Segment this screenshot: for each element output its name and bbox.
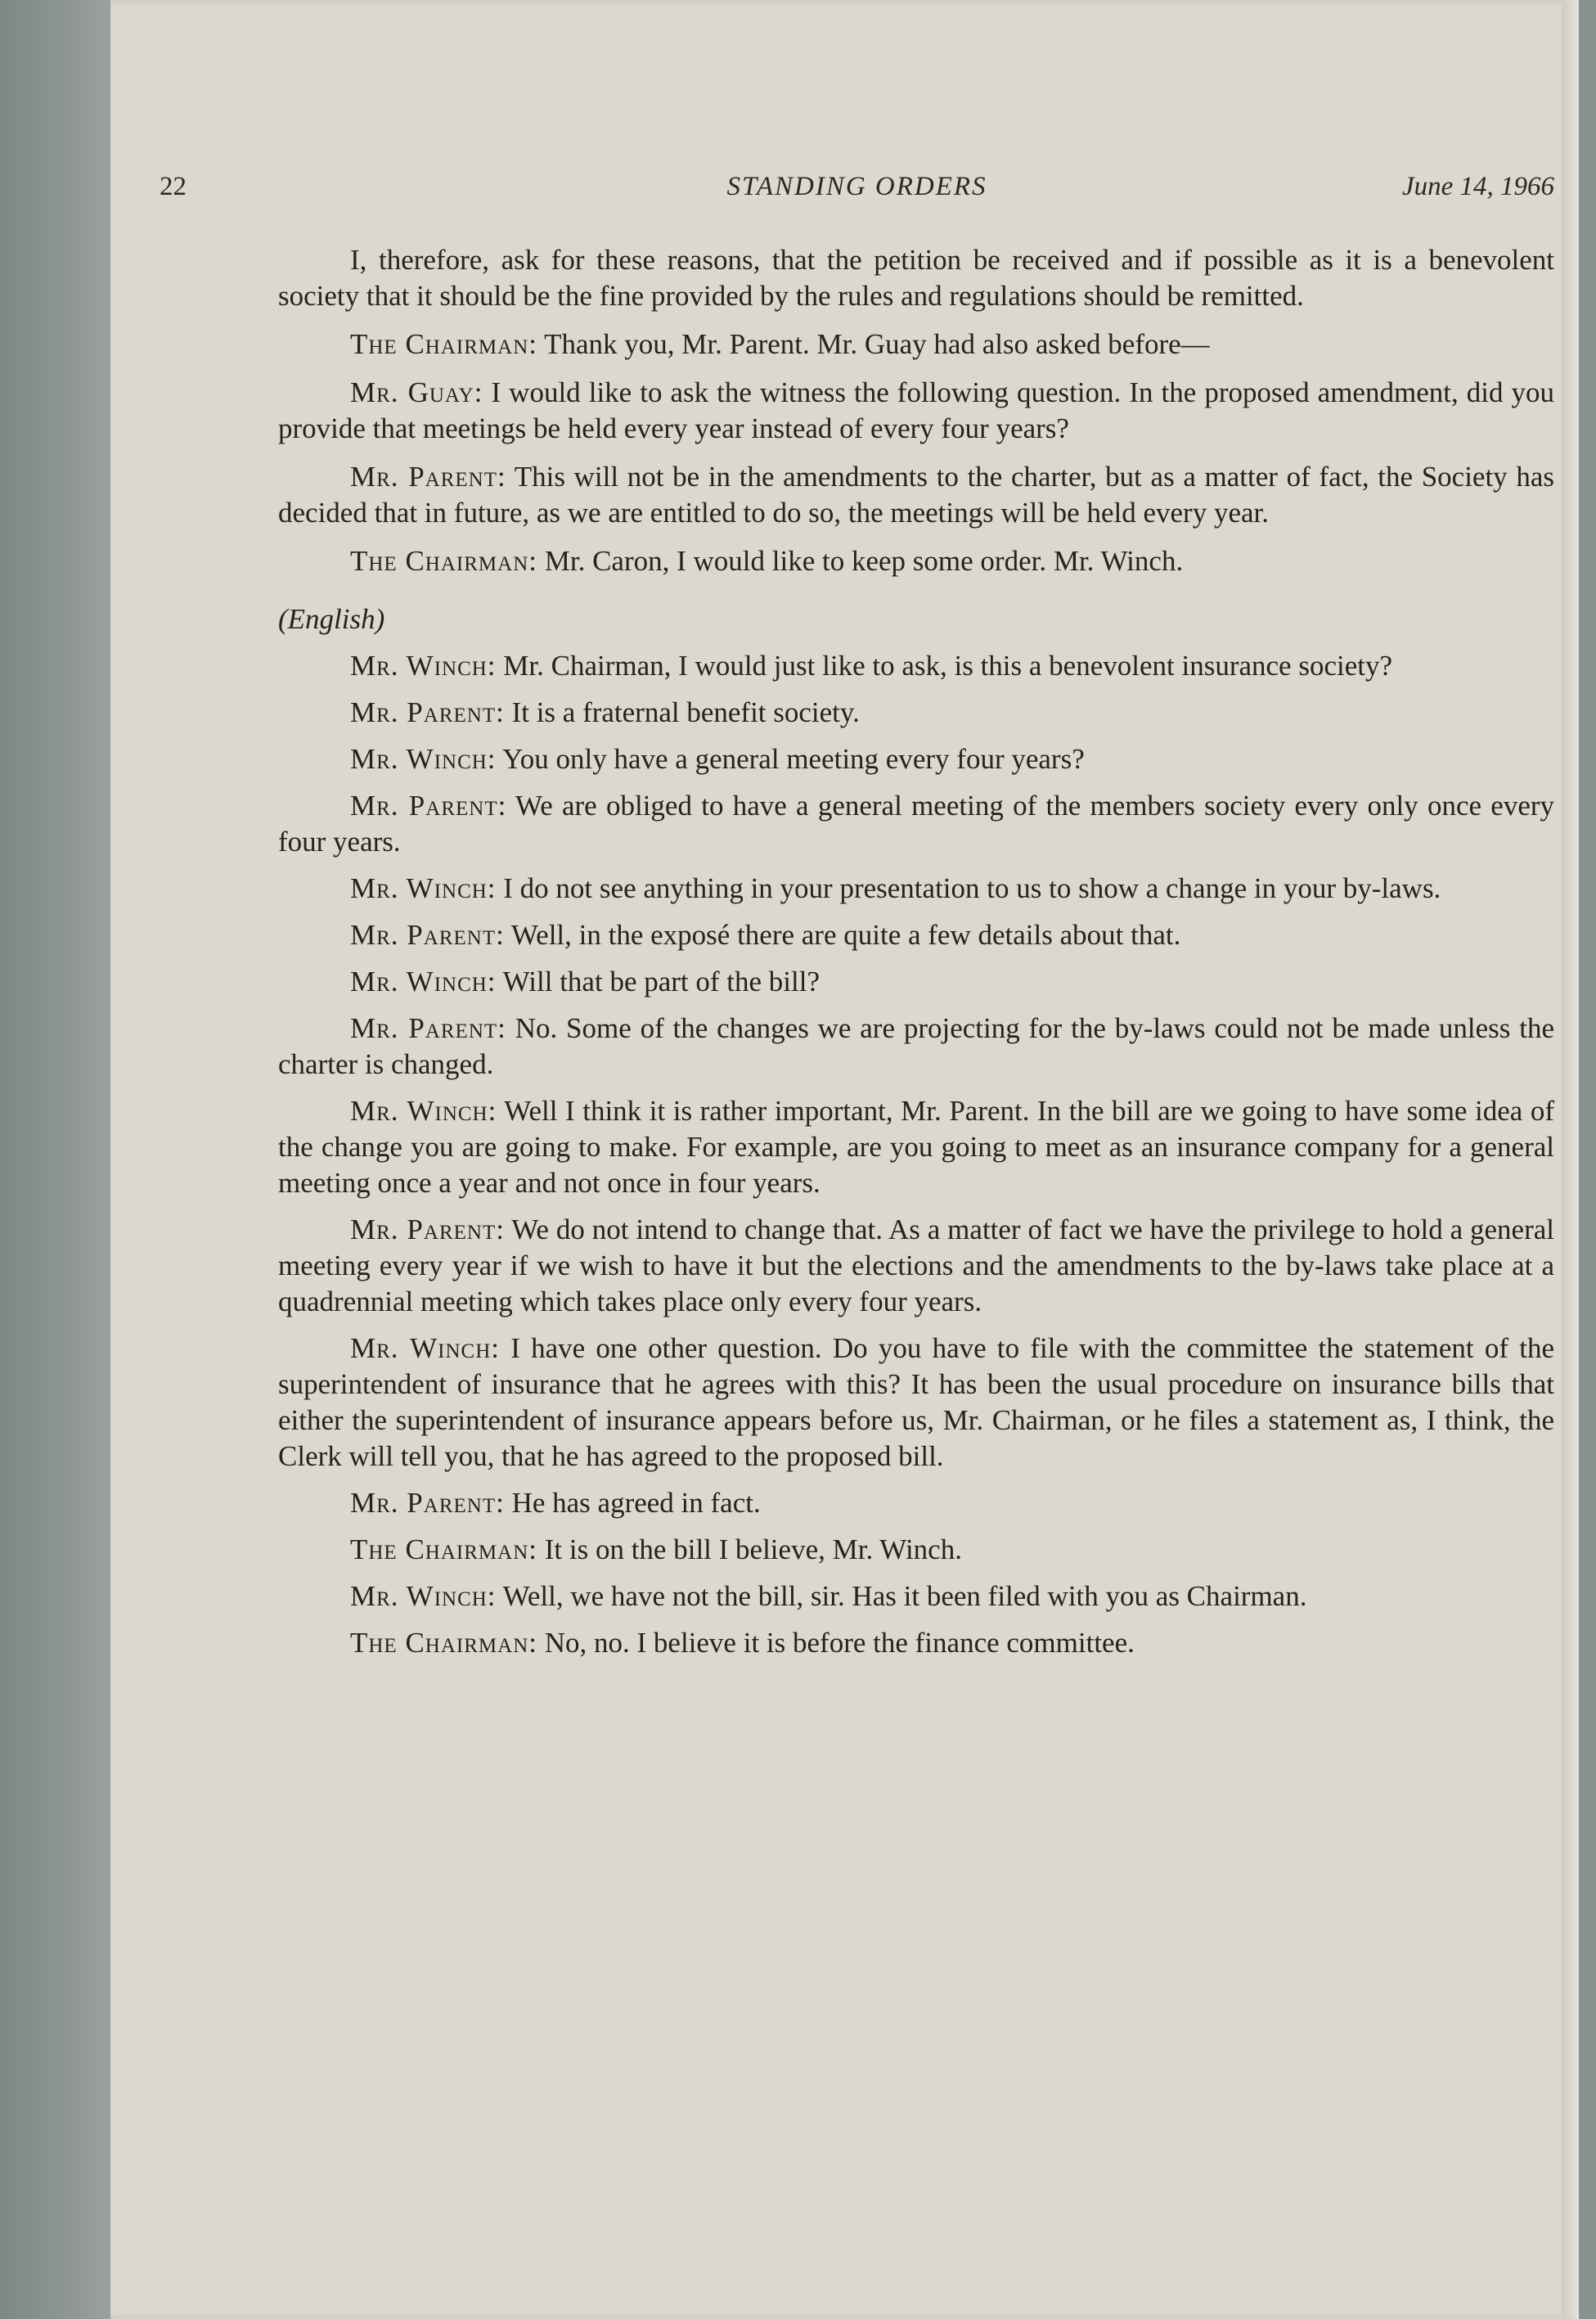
speaker-label: The Chairman: [350, 1627, 537, 1659]
speaker-label: Mr. Parent: [350, 461, 506, 493]
paragraph [278, 1578, 1554, 1614]
paragraph [278, 1093, 1554, 1201]
paragraph-text: It is on the bill I believe, Mr. Winch. [537, 1533, 962, 1565]
paragraph-text: Will that be part of the bill? [496, 966, 820, 997]
paragraph [278, 326, 1554, 362]
speaker-label: Mr. Winch: [350, 1332, 501, 1364]
language-note-text: (English) [278, 603, 385, 635]
speaker-label: Mr. Parent: [350, 1487, 505, 1519]
speaker-label: Mr. Parent: [350, 1214, 505, 1245]
speaker-label: Mr. Winch: [350, 966, 497, 997]
speaker-label: Mr. Winch: [350, 1095, 497, 1127]
speaker-label: Mr. Winch: [350, 1580, 497, 1612]
paragraph [278, 695, 1554, 731]
paragraph [278, 1485, 1554, 1521]
paragraph-text: I have one other question. Do you have to file with the committee the statement of the superintendent of insurance that he agrees with this? It has been the usual procedure on insurance bills that either the superintendent of insurance appears before us, Mr. Chairman, or he files a statement as, I think, the Clerk will tell you, that he has agreed to the proposed bill. [278, 1332, 1554, 1472]
paragraph [278, 1011, 1554, 1083]
speaker-label: The Chairman: [350, 328, 537, 360]
paragraph [278, 648, 1554, 684]
speaker-label: Mr. Guay: [350, 376, 483, 408]
paragraph [278, 964, 1554, 1000]
paragraph [278, 543, 1554, 579]
scan-background-edge [0, 0, 110, 2319]
paragraph-text: I would like to ask the witness the following question. In the proposed amendment, did you provide that meetings be held every year instead of every four years? [278, 376, 1554, 444]
paragraph [278, 375, 1554, 447]
paragraph-text: Well I think it is rather important, Mr. Parent. In the bill are we going to have some idea of the change you are going to make. For example, are you going to meet as an insurance company for a general meeting once a year and not once in four years. [278, 1095, 1555, 1199]
paragraph-text: Well, we have not the bill, sir. Has it been filed with you as Chairman. [496, 1580, 1307, 1612]
speaker-label: Mr. Parent: [350, 790, 507, 822]
speaker-label: The Chairman: [350, 545, 537, 577]
paragraph [278, 1532, 1554, 1568]
language-note [278, 601, 1554, 637]
speaker-label: Mr. Parent: [350, 919, 505, 951]
paragraph-text: Well, in the exposé there are quite a few details about that. [504, 919, 1181, 951]
paragraph-text: Mr. Caron, I would like to keep some order. Mr. Winch. [537, 545, 1184, 577]
paragraph-text: It is a fraternal benefit society. [504, 696, 860, 728]
page-edge-shadow [1562, 0, 1579, 2319]
paragraph [278, 871, 1554, 907]
paragraph [278, 917, 1554, 953]
paragraph-text: Mr. Chairman, I would just like to ask, is this a benevolent insurance society? [496, 650, 1393, 682]
paragraph [278, 1212, 1554, 1320]
paragraph-text: We are obliged to have a general meeting of the members society every only once every four years. [278, 790, 1555, 858]
speaker-label: Mr. Winch: [350, 743, 497, 775]
paragraph [278, 1625, 1554, 1661]
speaker-label: Mr. Winch: [350, 650, 497, 682]
paragraph [278, 741, 1554, 777]
running-title: STANDING ORDERS [726, 172, 987, 201]
paragraph [278, 788, 1554, 860]
paragraph-text: This will not be in the amendments to the charter, but as a matter of fact, the Society has decided that in future, as we are entitled to do so, the meetings will be held every year. [278, 461, 1555, 529]
paragraph-text: You only have a general meeting every four years? [496, 743, 1085, 775]
paragraph-text: He has agreed in fact. [504, 1487, 761, 1519]
paragraph-text: We do not intend to change that. As a matter of fact we have the privilege to hold a general meeting every year if we wish to have it but the elections and the amendments to the by-laws take place at a quadrennial meeting which takes place only every four years. [278, 1214, 1555, 1317]
page-header [160, 172, 1554, 213]
speaker-label: The Chairman: [350, 1533, 537, 1565]
paragraph [278, 459, 1554, 531]
page-number: 22 [160, 172, 187, 201]
paragraph-text: I, therefore, ask for these reasons, that the petition be received and if possible as it is a benevolent society that it should be the fine provided by the rules and regulations should be remitted. [278, 244, 1554, 312]
speaker-label: Mr. Parent: [350, 1012, 506, 1044]
header-date: June 14, 1966 [1401, 172, 1554, 201]
paragraph-text: No, no. I believe it is before the finance committee. [537, 1627, 1135, 1659]
paragraph-text: Thank you, Mr. Parent. Mr. Guay had also asked before— [537, 328, 1210, 360]
speaker-label: Mr. Parent: [350, 696, 505, 728]
paragraph [278, 242, 1554, 314]
paragraph-text: No. Some of the changes we are projecting for the by-laws could not be made unless the charter is changed. [278, 1012, 1554, 1080]
speaker-label: Mr. Winch: [350, 872, 497, 904]
paragraph-text: I do not see anything in your presentation to us to show a change in your by-laws. [496, 872, 1441, 904]
transcript-body [278, 242, 1554, 1672]
paragraph [278, 1331, 1554, 1475]
